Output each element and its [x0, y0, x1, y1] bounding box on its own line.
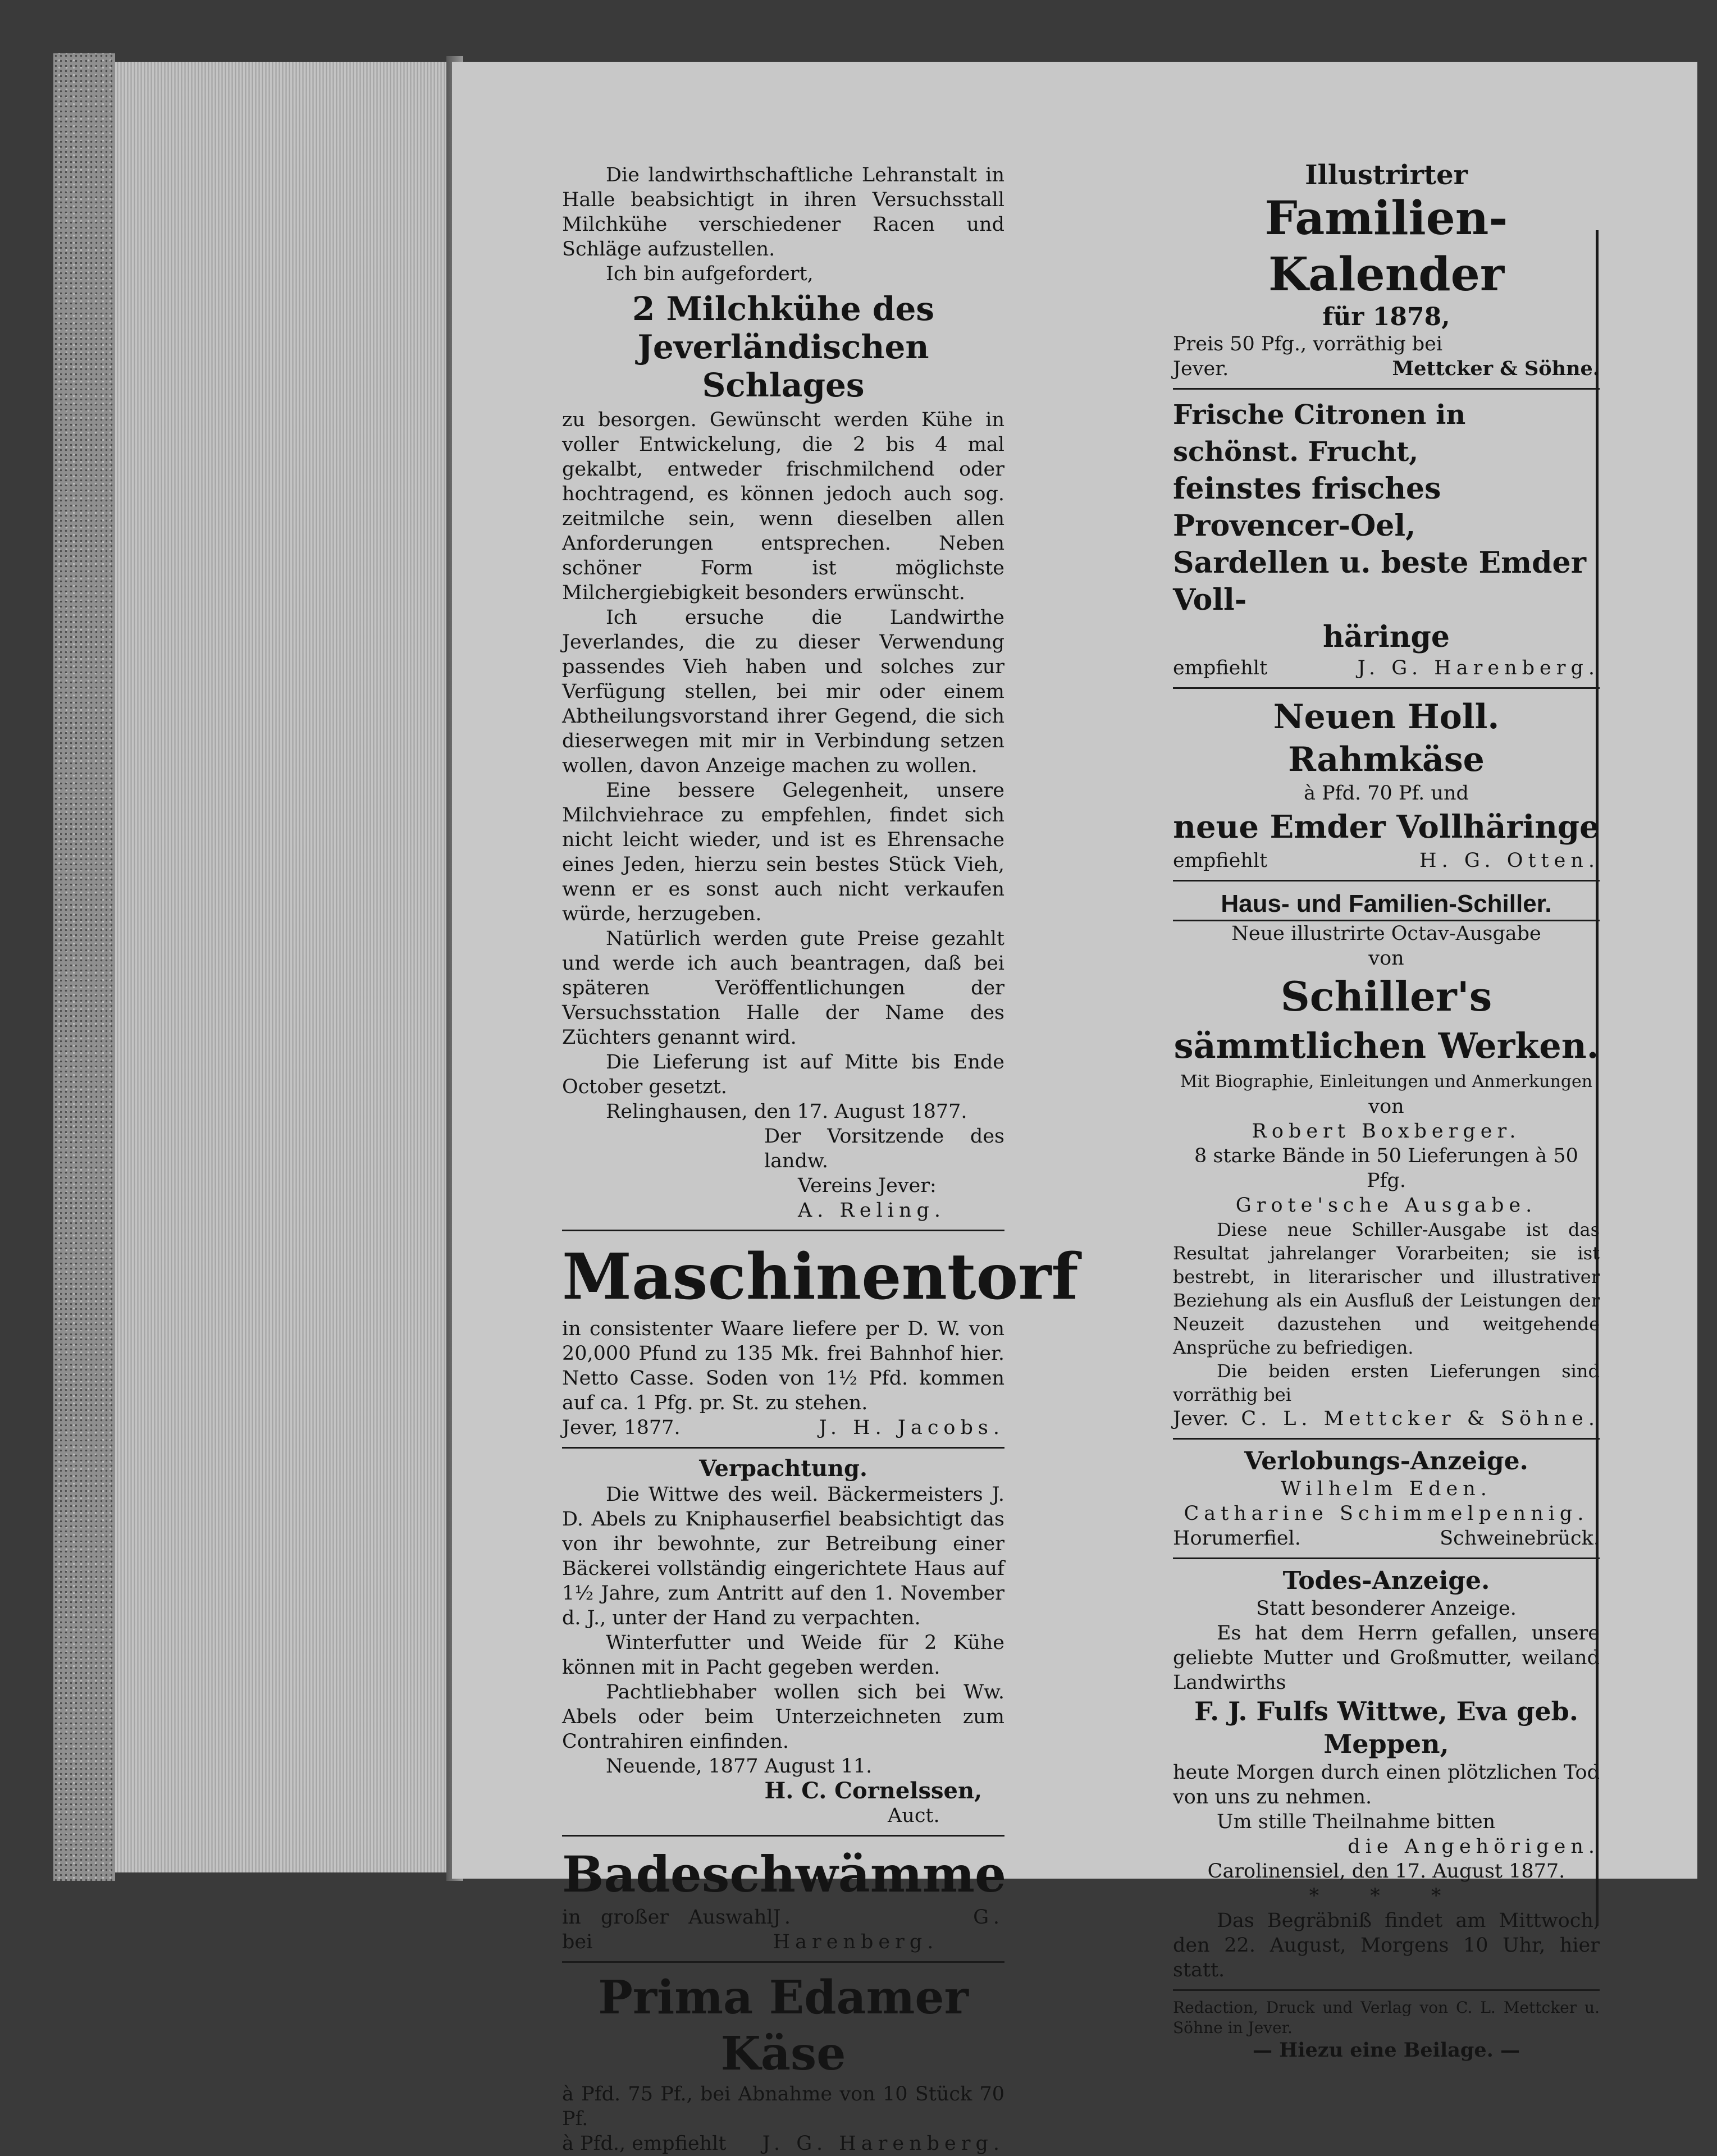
ad-headline: Familien-Kalender	[1264, 191, 1508, 302]
divider	[562, 1961, 1004, 1963]
ad-signature-row	[1173, 848, 1600, 873]
ad-headline: Prima Edamer Käse	[598, 1971, 969, 2081]
ad-von: von	[1368, 947, 1404, 970]
ad-signature-row	[1173, 1406, 1600, 1431]
left-column	[562, 62, 1079, 2156]
ad-name2: Catharine Schimmelpennig.	[1184, 1502, 1589, 1525]
notice-p2: Ich ersuche die Landwirthe Jeverlandes, die zu dieser Verwendung passendes Vieh haben und solches zur Verfügung stellen, bei mir oder einem Abtheilungsvorstand ihrer Gegend, die sich dieserwegen mit mir in Verbindung setzen wollen, davon Anzeige machen zu wollen.	[562, 606, 1004, 777]
ad-line4: häringe	[1323, 620, 1450, 654]
notice-line2: Ich bin aufgefordert,	[606, 263, 814, 285]
ad-signature-row	[562, 2131, 1004, 2156]
ad-body: in consistenter Waare liefere per D. W. von 20,000 Pfund zu 135 Mk. frei Bahnhof hier. Netto Casse. Soden von 1½ Pfd. kommen auf ca. 1 Pfg. pr. St. zu stehen.	[562, 1318, 1004, 1414]
notice-p3: Eine bessere Gelegenheit, unsere Milchviehrace zu empfehlen, findet sich nicht leicht wieder, und ist es Ehrensache eines Jeden, hierzu sein bestes Stück Vieh, wenn er es sonst auch nicht verkaufen würde, herzugeben.	[562, 779, 1004, 925]
notice-sig1: Der Vorsitzende des landw.	[764, 1125, 1004, 1172]
ad-place2: Schweinebrück.	[1440, 1527, 1600, 1550]
ad-places-row	[1173, 1526, 1600, 1551]
newspaper-page	[452, 62, 1697, 2155]
notice-sig2: Vereins Jever:	[798, 1175, 937, 1197]
notice-dateline: Relinghausen, den 17. August 1877.	[606, 1100, 967, 1123]
ad-signature-row	[1173, 656, 1600, 680]
imprint-text: Redaction, Druck und Verlag von C. L. Mettcker u. Söhne in Jever.	[1173, 1998, 1600, 2037]
imprint	[1173, 1998, 1600, 2063]
ad-dateline: Neuende, 1877 August 11.	[606, 1755, 873, 1778]
ad-edamer	[562, 1970, 1004, 2156]
ad-year: für 1878,	[1322, 303, 1450, 331]
ad-p1: Die Wittwe des weil. Bäckermeisters J. D. Abels zu Kniphauserfiel beabsichtigt das von ihr bewohnte, zur Betreibung einer Bäckerei vollständig eingerichtete Haus auf 1½ Jahre, zum Antritt auf den 1. November d. J., unter der Hand zu verpachten.	[562, 1483, 1004, 1629]
ad-title1: Schiller's	[1280, 972, 1492, 1020]
ad-name: F. J. Fulfs Wittwe, Eva geb. Meppen,	[1194, 1696, 1578, 1759]
ad-place: Jever, 1877.	[562, 1417, 681, 1439]
ad-line1: Neuen Holl. Rahmkäse	[1273, 697, 1500, 779]
ad-edition: Grote'sche Ausgabe.	[1235, 1194, 1537, 1217]
divider	[562, 1835, 1004, 1837]
divider	[1173, 1438, 1600, 1440]
ad-p3: Pachtliebhaber wollen sich bei Ww. Abels oder beim Unterzeichneten zum Contrahiren einfinden.	[562, 1681, 1004, 1753]
ad-editor: Robert Boxberger.	[1252, 1120, 1521, 1143]
ad-line2: feinstes frisches Provencer-Oel,	[1173, 472, 1441, 543]
notice-p5: Die Lieferung ist auf Mitte bis Ende October gesetzt.	[562, 1051, 1004, 1098]
ad-title2: sämmtlichen Werken.	[1173, 1025, 1599, 1066]
ad-title: Auct.	[888, 1805, 940, 1827]
ad-signer: H. G. Otten.	[1419, 849, 1600, 872]
divider	[562, 1447, 1004, 1449]
ad-line2: à Pfd., empfiehlt	[562, 2132, 727, 2155]
supplement-note: — Hiezu eine Beilage. —	[1252, 2039, 1520, 2062]
ad-price: à Pfd. 70 Pf. und	[1304, 782, 1469, 805]
ad-place: Jever.	[1173, 1408, 1229, 1430]
ad-kalender	[1173, 160, 1600, 381]
ad-headline: Verlobungs-Anzeige.	[1244, 1447, 1528, 1476]
ad-dateline: Carolinensiel, den 17. August 1877.	[1207, 1860, 1565, 1883]
ad-todesanzeige	[1173, 1566, 1600, 1983]
ad-place: Jever.	[1173, 358, 1229, 380]
ad-seller: C. L. Mettcker & Söhne.	[1241, 1408, 1600, 1430]
divider	[1173, 880, 1600, 881]
ad-line2: neue Emder Vollhäringe	[1173, 808, 1600, 846]
ad-signature-row	[1173, 357, 1600, 381]
ad-signer: J. G. Harenberg.	[773, 1906, 1004, 1953]
ad-rahmkaese	[1173, 696, 1600, 873]
notice-p4: Natürlich werden gute Preise gezahlt und werde ich auch beantragen, daß bei späteren Veröffentlichungen der Versuchsstation Halle der Name des Züchters genannt wird.	[562, 928, 1004, 1049]
ad-name1: Wilhelm Eden.	[1281, 1478, 1492, 1500]
ad-line1: Frische Citronen in schönst. Frucht,	[1173, 399, 1466, 468]
ad-verlobung	[1173, 1446, 1600, 1551]
ad-signer: J. G. Harenberg.	[762, 2132, 1004, 2155]
page-stack	[115, 62, 452, 1872]
book-cover-edge	[53, 53, 115, 1881]
ad-line1: à Pfd. 75 Pf., bei Abnahme von 10 Stück 70 Pf.	[562, 2083, 1004, 2130]
ad-headline: Maschinentorf	[562, 1240, 1079, 1314]
ad-recommend: empfiehlt	[1173, 849, 1268, 872]
ad-recommend: empfiehlt	[1173, 657, 1268, 679]
ad-signature-row	[562, 1415, 1004, 1440]
ad-family: die Angehörigen.	[1348, 1835, 1600, 1858]
notice-milchkuehe	[562, 163, 1004, 1223]
notice-headline: 2 Milchkühe des Jeverländischen Schlages	[632, 290, 935, 404]
ad-kicker: Illustrirter	[1305, 159, 1468, 191]
ad-desc: Diese neue Schiller-Ausgabe ist das Resultat jahrelanger Vorarbeiten; sie ist bestrebt, in literarischer und illustrativer Beziehung als ein Ausfluß der Leistungen der Neuzeit dazustehen und weitgehende Ansprüche zu befriedigen.	[1173, 1219, 1600, 1358]
divider	[1173, 388, 1600, 390]
ad-seller: Mettcker & Söhne.	[1392, 357, 1600, 380]
ad-headline: Todes-Anzeige.	[1282, 1566, 1490, 1595]
ad-headline: Badeschwämme	[562, 1845, 1007, 1903]
ad-sub: Statt besonderer Anzeige.	[1256, 1597, 1517, 1620]
ad-headline: Verpachtung.	[699, 1455, 867, 1482]
ad-headline: Haus- und Familien-Schiller.	[1173, 888, 1600, 921]
divider	[1173, 1557, 1600, 1559]
ad-signature-row	[562, 1905, 1004, 1954]
ad-signer: H. C. Cornelssen,	[764, 1778, 982, 1804]
notice-intro: Die landwirthschaftliche Lehranstalt in Halle beabsichtigt in ihren Versuchsstall Milchkühe verschiedener Racen und Schläge aufzustellen.	[562, 164, 1004, 261]
ad-signer: J. G. Harenberg.	[1357, 657, 1600, 679]
ad-volumes: 8 starke Bände in 50 Lieferungen à 50 Pfg.	[1194, 1145, 1578, 1192]
divider	[562, 1230, 1004, 1231]
ad-avail: Die beiden ersten Lieferungen sind vorräthig bei	[1173, 1360, 1600, 1405]
ad-signer: J. H. Jacobs.	[819, 1417, 1004, 1439]
ad-p2: Winterfutter und Weide für 2 Kühe können mit in Pacht gegeben werden.	[562, 1632, 1004, 1679]
ad-p1: Es hat dem Herrn gefallen, unsere geliebte Mutter und Großmutter, weiland Landwirths	[1173, 1622, 1600, 1694]
ad-verpachtung	[562, 1455, 1004, 1828]
ad-von2: von	[1368, 1095, 1404, 1118]
ad-place1: Horumerfiel.	[1173, 1527, 1301, 1550]
ad-funeral: Das Begräbniß findet am Mittwoch, den 22. August, Morgens 10 Uhr, hier statt.	[1173, 1910, 1600, 1981]
right-column	[1173, 62, 1600, 2063]
ad-sub: Neue illustrirte Octav-Ausgabe	[1231, 922, 1541, 945]
ad-line3: Sardellen u. beste Emder Voll-	[1173, 546, 1587, 617]
ad-price: Preis 50 Pfg., vorräthig bei	[1173, 333, 1443, 355]
ad-badeschwaemme	[562, 1843, 1007, 1954]
ad-with: Mit Biographie, Einleitungen und Anmerkungen	[1180, 1072, 1593, 1091]
divider	[1173, 687, 1600, 689]
notice-sig3: A. Reling.	[798, 1199, 946, 1222]
ad-body: in großer Auswahl bei	[562, 1906, 773, 1953]
notice-p1: zu besorgen. Gewünscht werden Kühe in voller Entwickelung, die 2 bis 4 mal gekalbt, entweder frischmilchend oder hochtragend, es können jedoch auch sog. zeitmilche sein, wenn dieselben allen Anforderungen entsprechen. Neben schöner Form ist möglichste Milchergiebigkeit besonders erwünscht.	[562, 409, 1004, 604]
ad-schiller	[1173, 888, 1600, 1431]
ad-p2: heute Morgen durch einen plötzlichen Tod von uns zu nehmen.	[1173, 1761, 1600, 1808]
ad-stars: * * *	[1309, 1885, 1464, 1907]
ad-p3: Um stille Theilnahme bitten	[1217, 1811, 1496, 1833]
ad-citronen	[1173, 396, 1600, 680]
ad-maschinentorf	[562, 1238, 1079, 1440]
